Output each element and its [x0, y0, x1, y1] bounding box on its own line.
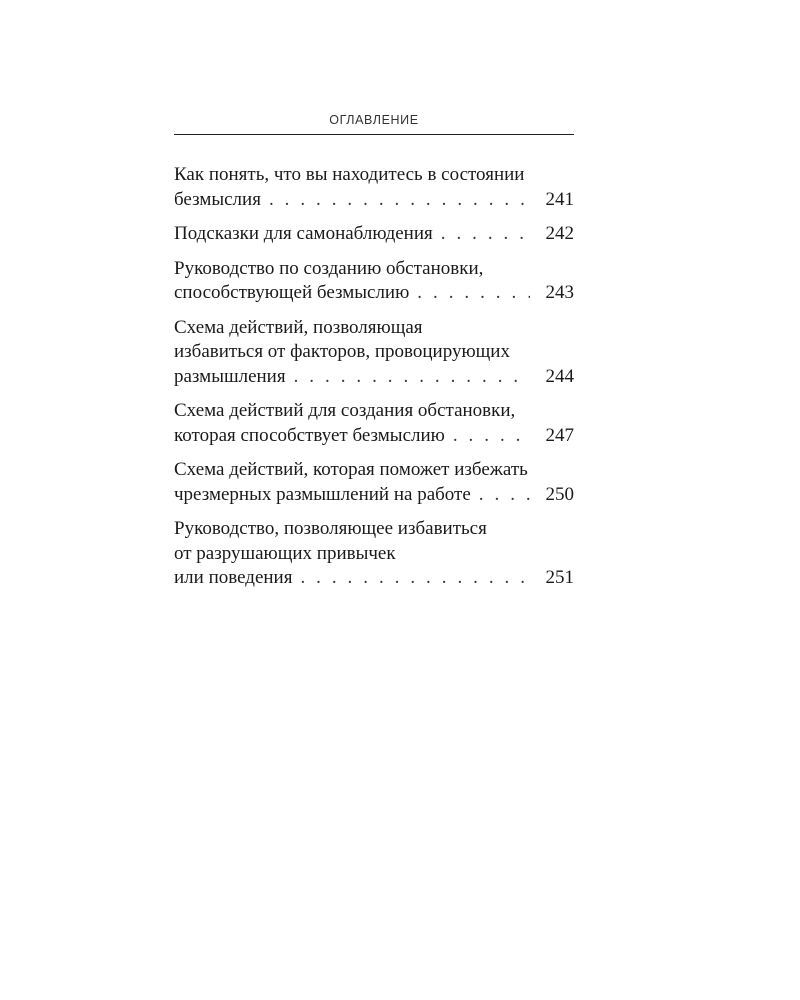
toc-entry-last-line [174, 365, 574, 390]
toc-entry-title-line: Схема действий, которая поможет избежать [174, 459, 528, 480]
toc-page-number: 251 [545, 567, 574, 588]
toc-page-number: 250 [545, 483, 574, 505]
header-rule [174, 134, 574, 135]
toc-entry-last-line [174, 281, 574, 306]
toc-page-number: 242 [545, 223, 574, 244]
toc-entry-last-line [174, 188, 574, 213]
table-of-contents [174, 163, 574, 591]
toc-entry-last-line [174, 566, 574, 591]
toc-entry-title: Подсказки для самонаблюдения [174, 223, 433, 244]
toc-entry-title-line: Руководство, позволяющее избавиться [174, 518, 487, 539]
dot-leader [269, 188, 530, 213]
toc-entry-2[interactable] [174, 222, 574, 247]
toc-entry-title: безмыслия [174, 188, 261, 210]
toc-page-number: 241 [545, 188, 574, 210]
dot-leader [300, 566, 530, 591]
toc-entry-7[interactable] [174, 517, 574, 591]
toc-entry-title-line: Как понять, что вы находитесь в состоянии [174, 164, 525, 185]
dot-leader [417, 281, 530, 306]
running-head: ОГЛАВЛЕНИЕ [329, 113, 419, 127]
toc-entry-1[interactable] [174, 163, 574, 212]
toc-entry-title: которая способствует безмыслию [174, 424, 445, 446]
toc-entry-6[interactable] [174, 458, 574, 507]
toc-entry-title: чрезмерных размышлений на работе [174, 483, 471, 505]
toc-entry-title-line: Схема действий для создания обстановки, [174, 400, 516, 421]
toc-page-number: 244 [545, 365, 574, 387]
dot-leader [453, 424, 530, 449]
toc-entry-title: способствующей безмыслию [174, 282, 410, 303]
toc-page-number: 247 [545, 424, 574, 446]
dot-leader [294, 365, 530, 390]
toc-entry-title-line: Руководство по созданию обстановки, [174, 257, 484, 279]
toc-page-number: 243 [545, 282, 574, 303]
toc-entry-3[interactable] [174, 257, 574, 306]
toc-entry-title-line: Схема действий, позволяющая [174, 316, 423, 338]
toc-entry-last-line [174, 424, 574, 449]
dot-leader [479, 483, 530, 508]
toc-entry-4[interactable] [174, 316, 574, 390]
toc-entry-last-line [174, 222, 574, 247]
dot-leader [441, 222, 530, 247]
toc-entry-title: размышления [174, 365, 286, 387]
toc-entry-last-line [174, 483, 574, 508]
toc-entry-5[interactable] [174, 399, 574, 448]
toc-entry-title: или поведения [174, 567, 293, 588]
toc-entry-title-line: избавиться от факторов, провоцирующих [174, 341, 510, 362]
toc-entry-title-line: от разрушающих привычек [174, 542, 396, 564]
book-page [174, 111, 574, 591]
